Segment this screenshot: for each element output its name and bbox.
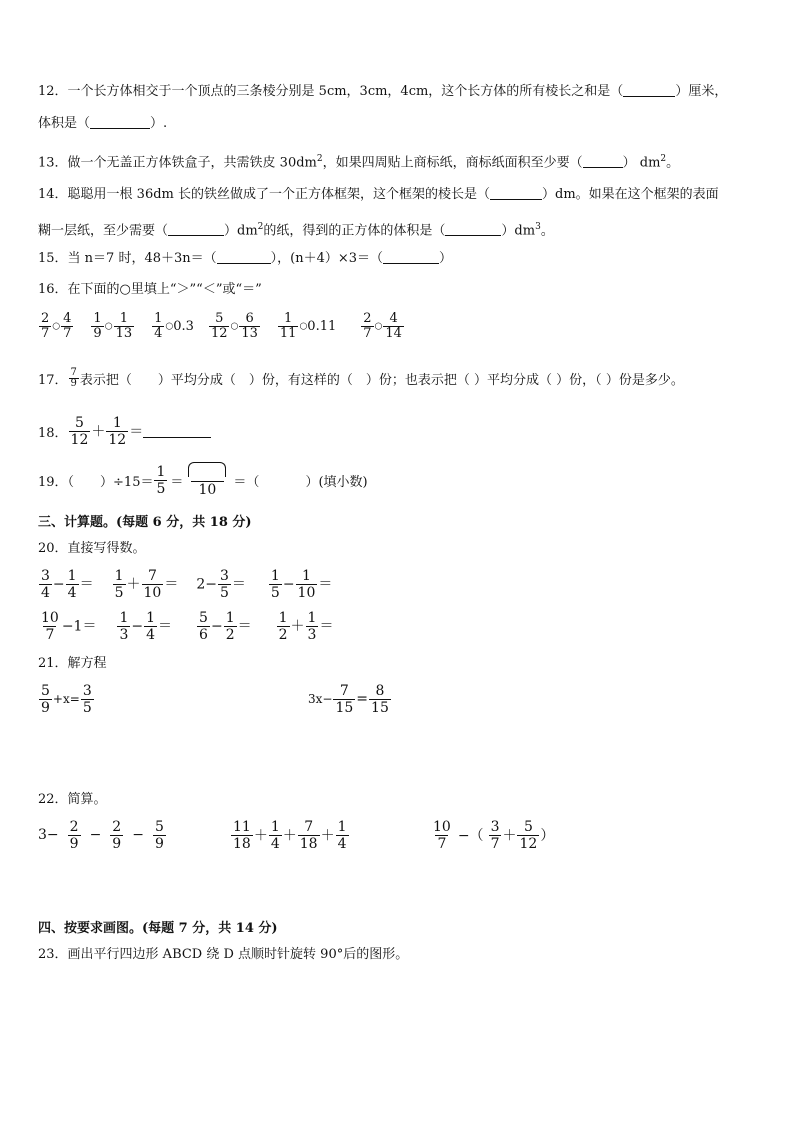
answer-blank[interactable]	[168, 223, 224, 236]
question-17: 17． $\frac{7}{9}$ 表示把（ ）平均分成（ ）份，有这样的（ ）份；也表示把（ ）平均分成（ ）份，（ ）份是多少。	[38, 366, 684, 389]
compare-circle[interactable]: ○	[104, 321, 113, 331]
question-21-equation-1: $\frac{5}{9}$ +x= $\frac{3}{5}$	[41, 682, 92, 716]
question-22-expr-3: $\frac{10}{7}$ −（ $\frac{3}{7}$ ＋ $\frac{5}{12}$ ）	[433, 818, 555, 852]
question-22-expr-1: 3− $\frac{2}{9}$ − $\frac{2}{9}$ − $\frac{5}{9}$	[38, 818, 164, 852]
question-22-expr-2: $\frac{11}{18}$ ＋ $\frac{1}{4}$ ＋ $\frac{7}{18}$ ＋ $\frac{1}{4}$	[233, 818, 347, 852]
question-15: 15．当 n＝7 时，48＋3n＝（ ），(n＋4）×3＝（ ）	[38, 251, 453, 266]
compare-circle[interactable]: ○	[52, 321, 61, 331]
answer-box[interactable]	[188, 462, 226, 477]
answer-blank[interactable]	[90, 116, 150, 129]
compare-item: $\frac{1}{4}$ ○0.3	[154, 310, 194, 341]
compare-circle[interactable]: ○	[299, 321, 308, 331]
answer-blank[interactable]	[143, 425, 211, 438]
answer-blank[interactable]	[383, 251, 439, 264]
question-20-row2	[38, 608, 333, 644]
question-16-title: 16．在下面的○里填上“＞”“＜”或“＝”	[38, 282, 262, 297]
calc-item: 2− $\frac{3}{5}$ ＝	[196, 567, 246, 601]
compare-item: $\frac{2}{7}$ ○ $\frac{4}{14}$	[363, 310, 402, 341]
question-18: 18． $\frac{5}{12}$ ＋ $\frac{1}{12}$ ＝	[38, 414, 211, 448]
answer-blank[interactable]	[490, 187, 542, 200]
question-21-title: 21．解方程	[38, 656, 107, 671]
question-13: 13．做一个无盖正方体铁盒子，共需铁皮 $30dm^2$，如果四周贴上商标纸，商标纸面积至少要（ ） $dm^2$。	[38, 154, 680, 171]
question-21-equation-2: 3x− $\frac{7}{15}$ = $\frac{8}{15}$	[308, 682, 389, 716]
calc-item: $\frac{10}{7}$ −1＝	[41, 609, 97, 643]
answer-blank[interactable]	[583, 155, 623, 168]
question-22-title: 22．简算。	[38, 792, 107, 807]
calc-item: $\frac{1}{3}$ − $\frac{1}{4}$ ＝	[119, 609, 173, 643]
compare-item: $\frac{2}{7}$ ○ $\frac{4}{7}$	[41, 310, 72, 341]
compare-item: $\frac{5}{12}$ ○ $\frac{6}{13}$	[210, 310, 258, 341]
question-19: 19．（ ）÷15＝ $\frac{1}{5}$ ＝ 10 ＝（ ）(填小数)	[38, 463, 368, 498]
question-20-title: 20．直接写得数。	[38, 541, 146, 556]
answer-blank[interactable]	[623, 84, 675, 97]
compare-circle[interactable]: ○	[230, 321, 239, 331]
calc-item: $\frac{1}{2}$ ＋ $\frac{1}{3}$ ＝	[278, 609, 334, 643]
compare-circle[interactable]: ○	[165, 321, 174, 331]
calc-item: $\frac{1}{5}$ − $\frac{1}{10}$ ＝	[270, 567, 333, 601]
compare-circle[interactable]: ○	[374, 321, 383, 331]
calc-item: $\frac{5}{6}$ − $\frac{1}{2}$ ＝	[199, 609, 252, 643]
answer-blank[interactable]	[217, 251, 271, 264]
question-12-line2: 体积是（ ）.	[38, 116, 168, 131]
section-4-title: 四、按要求画图。(每题 7 分，共 14 分)	[38, 921, 278, 936]
answer-blank[interactable]	[445, 223, 501, 236]
question-20-row1	[38, 566, 332, 602]
calc-item: $\frac{3}{4}$ − $\frac{1}{4}$ ＝	[41, 567, 94, 601]
compare-item: $\frac{1}{11}$ ○0.11	[279, 310, 337, 341]
question-23: 23．画出平行四边形 ABCD 绕 D 点顺时针旋转 90°后的图形。	[38, 947, 409, 962]
question-16-items	[38, 310, 405, 342]
compare-item: $\frac{1}{9}$ ○ $\frac{1}{13}$	[93, 310, 133, 341]
calc-item: $\frac{1}{5}$ ＋ $\frac{7}{10}$ ＝	[114, 567, 179, 601]
question-14-line1: 14．聪聪用一根 36dm 长的铁丝做成了一个正方体框架，这个框架的棱长是（ ）dm。如果在这个框架的表面	[38, 187, 719, 202]
section-3-title: 三、计算题。(每题 6 分，共 18 分)	[38, 515, 252, 530]
question-14-line2: 糊一层纸，至少需要（ ）$dm^2$的纸，得到的正方体的体积是（ ）$dm^3$。	[38, 222, 554, 239]
question-12-line1: 12．一个长方体相交于一个顶点的三条棱分别是 5cm，3cm，4cm，这个长方体的所有棱长之和是（ ）厘米，	[38, 84, 728, 99]
